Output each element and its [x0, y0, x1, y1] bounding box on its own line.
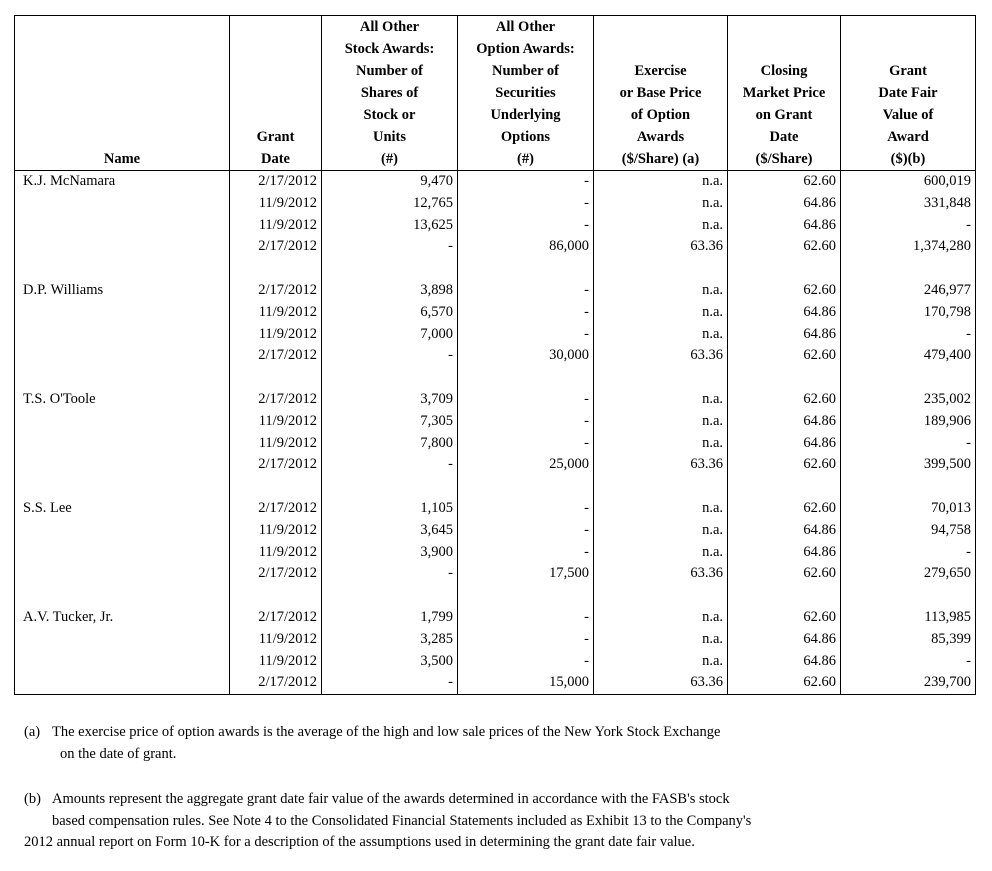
header-exercise-price: [594, 16, 728, 171]
header-line: Market Price: [742, 85, 826, 101]
table-row: [15, 672, 976, 694]
header-line: (#): [381, 151, 398, 167]
cell-exercise-price: n.a.: [594, 193, 728, 215]
grants-table: [14, 15, 976, 695]
cell-option-awards: 15,000: [458, 672, 594, 694]
cell-fair-value: 235,002: [841, 389, 976, 411]
header-line: Options: [500, 129, 551, 145]
spacer-cell: [841, 585, 976, 607]
cell-closing-price: 62.60: [728, 563, 841, 585]
cell-closing-price: 62.60: [728, 454, 841, 476]
cell-exercise-price: n.a.: [594, 629, 728, 651]
cell-name: [15, 651, 230, 673]
cell-option-awards: -: [458, 389, 594, 411]
table-row: [15, 171, 976, 193]
cell-grant-date: 11/9/2012: [230, 651, 322, 673]
table-row: [15, 193, 976, 215]
cell-grant-date: 2/17/2012: [230, 607, 322, 629]
header-line: Closing: [760, 63, 808, 79]
table-row: [15, 498, 976, 520]
header-line: (#): [517, 151, 534, 167]
cell-closing-price: 64.86: [728, 520, 841, 542]
cell-exercise-price: 63.36: [594, 563, 728, 585]
cell-fair-value: 189,906: [841, 411, 976, 433]
header-line: All Other: [495, 19, 556, 35]
spacer-cell: [458, 367, 594, 389]
table-row: [15, 651, 976, 673]
cell-option-awards: -: [458, 651, 594, 673]
cell-option-awards: -: [458, 302, 594, 324]
cell-exercise-price: n.a.: [594, 542, 728, 564]
header-closing-price: [728, 16, 841, 171]
cell-closing-price: 64.86: [728, 324, 841, 346]
cell-option-awards: -: [458, 520, 594, 542]
table-row: [15, 389, 976, 411]
table-row: [15, 433, 976, 455]
header-line: ($)(b): [890, 151, 926, 167]
cell-grant-date: 11/9/2012: [230, 433, 322, 455]
cell-stock-awards: 7,000: [322, 324, 458, 346]
header-line: Grant: [256, 129, 295, 145]
cell-grant-date: 11/9/2012: [230, 629, 322, 651]
cell-closing-price: 62.60: [728, 280, 841, 302]
cell-name: [15, 302, 230, 324]
cell-name: T.S. O'Toole: [15, 389, 230, 411]
spacer-cell: [322, 258, 458, 280]
cell-grant-date: 11/9/2012: [230, 542, 322, 564]
footnote-a: [24, 722, 884, 765]
header-line: Value of: [882, 107, 934, 123]
header-row: [15, 16, 976, 171]
cell-option-awards: -: [458, 433, 594, 455]
cell-fair-value: 70,013: [841, 498, 976, 520]
spacer-cell: [841, 476, 976, 498]
header-fair-value: [841, 16, 976, 171]
spacer-cell: [15, 367, 230, 389]
cell-stock-awards: 7,800: [322, 433, 458, 455]
cell-fair-value: -: [841, 215, 976, 237]
header-line: Grant: [889, 63, 927, 79]
cell-closing-price: 64.86: [728, 215, 841, 237]
cell-stock-awards: 3,645: [322, 520, 458, 542]
footnote-a-line: on the date of grant.: [60, 745, 177, 762]
header-line: All Other: [359, 19, 420, 35]
spacer-row: [15, 585, 976, 607]
cell-exercise-price: n.a.: [594, 215, 728, 237]
spacer-cell: [841, 367, 976, 389]
header-line: Units: [372, 129, 407, 145]
header-line: Award: [887, 129, 929, 145]
cell-closing-price: 62.60: [728, 672, 841, 694]
cell-grant-date: 11/9/2012: [230, 324, 322, 346]
table-row: [15, 629, 976, 651]
cell-option-awards: -: [458, 324, 594, 346]
cell-closing-price: 62.60: [728, 607, 841, 629]
spacer-cell: [230, 476, 322, 498]
cell-grant-date: 2/17/2012: [230, 389, 322, 411]
cell-exercise-price: n.a.: [594, 302, 728, 324]
header-line: Date Fair: [878, 85, 938, 101]
footnote-b-line: 2012 annual report on Form 10-K for a description of the assumptions used in determining the grant date fair value.: [24, 834, 695, 850]
cell-exercise-price: n.a.: [594, 171, 728, 193]
footnote-a-marker: (a): [24, 724, 41, 740]
header-line: Date: [769, 129, 799, 145]
table-row: [15, 280, 976, 302]
cell-closing-price: 62.60: [728, 236, 841, 258]
header-name: [15, 16, 230, 171]
header-line: or Base Price: [619, 85, 702, 101]
cell-option-awards: -: [458, 193, 594, 215]
footnote-b-line: Amounts represent the aggregate grant date fair value of the awards determined in accordance with the FASB's stock: [52, 791, 730, 807]
spacer-cell: [728, 476, 841, 498]
cell-exercise-price: n.a.: [594, 520, 728, 542]
cell-closing-price: 64.86: [728, 193, 841, 215]
cell-grant-date: 2/17/2012: [230, 563, 322, 585]
cell-stock-awards: -: [322, 236, 458, 258]
cell-option-awards: -: [458, 542, 594, 564]
header-line: Stock or: [363, 107, 416, 123]
table-row: [15, 542, 976, 564]
footnote-b: [24, 789, 884, 854]
cell-fair-value: -: [841, 324, 976, 346]
cell-stock-awards: -: [322, 672, 458, 694]
spacer-cell: [322, 585, 458, 607]
cell-grant-date: 2/17/2012: [230, 345, 322, 367]
header-line: Option Awards:: [476, 41, 575, 57]
cell-fair-value: 85,399: [841, 629, 976, 651]
cell-closing-price: 64.86: [728, 302, 841, 324]
cell-stock-awards: 9,470: [322, 171, 458, 193]
cell-fair-value: -: [841, 542, 976, 564]
cell-closing-price: 62.60: [728, 498, 841, 520]
cell-name: [15, 672, 230, 694]
header-line: Shares of: [360, 85, 419, 101]
header-line: Number of: [356, 63, 423, 79]
cell-name: [15, 411, 230, 433]
spacer-cell: [322, 367, 458, 389]
cell-stock-awards: 1,799: [322, 607, 458, 629]
cell-name: [15, 542, 230, 564]
cell-name: [15, 433, 230, 455]
cell-name: K.J. McNamara: [15, 171, 230, 193]
spacer-cell: [594, 367, 728, 389]
spacer-cell: [594, 585, 728, 607]
cell-fair-value: -: [841, 433, 976, 455]
cell-name: [15, 629, 230, 651]
header-line: Stock Awards:: [344, 41, 435, 57]
cell-name: [15, 193, 230, 215]
cell-fair-value: 246,977: [841, 280, 976, 302]
cell-fair-value: -: [841, 651, 976, 673]
spacer-cell: [322, 476, 458, 498]
header-line: on Grant: [755, 107, 813, 123]
cell-fair-value: 600,019: [841, 171, 976, 193]
spacer-cell: [230, 258, 322, 280]
spacer-cell: [458, 585, 594, 607]
cell-stock-awards: 6,570: [322, 302, 458, 324]
header-line: Underlying: [490, 107, 561, 123]
cell-option-awards: 30,000: [458, 345, 594, 367]
spacer-cell: [230, 367, 322, 389]
cell-exercise-price: n.a.: [594, 433, 728, 455]
cell-grant-date: 2/17/2012: [230, 672, 322, 694]
cell-fair-value: 113,985: [841, 607, 976, 629]
table-row: [15, 345, 976, 367]
cell-option-awards: -: [458, 215, 594, 237]
cell-stock-awards: 12,765: [322, 193, 458, 215]
header-line: of Option: [630, 107, 691, 123]
spacer-row: [15, 476, 976, 498]
cell-fair-value: 399,500: [841, 454, 976, 476]
spacer-cell: [15, 476, 230, 498]
cell-name: [15, 236, 230, 258]
table-row: [15, 607, 976, 629]
spacer-row: [15, 258, 976, 280]
cell-closing-price: 62.60: [728, 345, 841, 367]
header-line: Exercise: [634, 63, 687, 79]
table-row: [15, 324, 976, 346]
header-stock-awards: [322, 16, 458, 171]
cell-stock-awards: 3,900: [322, 542, 458, 564]
cell-name: [15, 324, 230, 346]
cell-option-awards: -: [458, 629, 594, 651]
cell-option-awards: 17,500: [458, 563, 594, 585]
cell-stock-awards: -: [322, 454, 458, 476]
spacer-cell: [458, 258, 594, 280]
cell-stock-awards: -: [322, 563, 458, 585]
cell-exercise-price: 63.36: [594, 236, 728, 258]
spacer-cell: [841, 258, 976, 280]
cell-closing-price: 64.86: [728, 542, 841, 564]
header-line: Name: [103, 151, 141, 167]
cell-name: [15, 563, 230, 585]
cell-stock-awards: 13,625: [322, 215, 458, 237]
spacer-cell: [458, 476, 594, 498]
cell-fair-value: 279,650: [841, 563, 976, 585]
cell-name: [15, 520, 230, 542]
spacer-cell: [15, 585, 230, 607]
spacer-row: [15, 367, 976, 389]
cell-grant-date: 11/9/2012: [230, 411, 322, 433]
cell-stock-awards: 1,105: [322, 498, 458, 520]
cell-exercise-price: n.a.: [594, 411, 728, 433]
cell-fair-value: 1,374,280: [841, 236, 976, 258]
cell-closing-price: 62.60: [728, 389, 841, 411]
footnote-a-line: The exercise price of option awards is the average of the high and low sale prices of the New York Stock Exchange: [52, 724, 721, 740]
cell-name: D.P. Williams: [15, 280, 230, 302]
cell-exercise-price: 63.36: [594, 345, 728, 367]
cell-closing-price: 62.60: [728, 171, 841, 193]
cell-grant-date: 11/9/2012: [230, 193, 322, 215]
cell-fair-value: 94,758: [841, 520, 976, 542]
cell-option-awards: -: [458, 498, 594, 520]
cell-stock-awards: 3,500: [322, 651, 458, 673]
cell-stock-awards: 3,285: [322, 629, 458, 651]
cell-grant-date: 2/17/2012: [230, 498, 322, 520]
table-row: [15, 563, 976, 585]
cell-stock-awards: 3,709: [322, 389, 458, 411]
spacer-cell: [728, 585, 841, 607]
cell-name: [15, 345, 230, 367]
cell-grant-date: 11/9/2012: [230, 302, 322, 324]
cell-option-awards: -: [458, 607, 594, 629]
header-line: Securities: [495, 85, 556, 101]
table-row: [15, 302, 976, 324]
cell-closing-price: 64.86: [728, 433, 841, 455]
header-grant-date: [230, 16, 322, 171]
cell-exercise-price: n.a.: [594, 389, 728, 411]
cell-option-awards: -: [458, 171, 594, 193]
table-row: [15, 411, 976, 433]
table-row: [15, 215, 976, 237]
cell-stock-awards: 7,305: [322, 411, 458, 433]
cell-name: S.S. Lee: [15, 498, 230, 520]
cell-exercise-price: 63.36: [594, 672, 728, 694]
cell-name: A.V. Tucker, Jr.: [15, 607, 230, 629]
header-line: ($/Share) (a): [621, 151, 700, 167]
cell-exercise-price: n.a.: [594, 280, 728, 302]
header-line: Date: [261, 151, 290, 167]
cell-closing-price: 64.86: [728, 651, 841, 673]
cell-exercise-price: n.a.: [594, 651, 728, 673]
cell-fair-value: 479,400: [841, 345, 976, 367]
cell-exercise-price: n.a.: [594, 498, 728, 520]
cell-stock-awards: -: [322, 345, 458, 367]
header-option-awards: [458, 16, 594, 171]
cell-fair-value: 331,848: [841, 193, 976, 215]
cell-exercise-price: 63.36: [594, 454, 728, 476]
cell-exercise-price: n.a.: [594, 324, 728, 346]
cell-grant-date: 2/17/2012: [230, 280, 322, 302]
cell-name: [15, 215, 230, 237]
cell-exercise-price: n.a.: [594, 607, 728, 629]
cell-grant-date: 2/17/2012: [230, 454, 322, 476]
table-row: [15, 520, 976, 542]
cell-option-awards: 86,000: [458, 236, 594, 258]
spacer-cell: [15, 258, 230, 280]
cell-closing-price: 64.86: [728, 411, 841, 433]
spacer-cell: [728, 258, 841, 280]
header-line: Number of: [492, 63, 559, 79]
spacer-cell: [594, 476, 728, 498]
table-row: [15, 454, 976, 476]
footnote-b-marker: (b): [24, 791, 41, 807]
header-line: Awards: [636, 129, 685, 145]
cell-option-awards: -: [458, 411, 594, 433]
cell-fair-value: 239,700: [841, 672, 976, 694]
cell-closing-price: 64.86: [728, 629, 841, 651]
cell-grant-date: 11/9/2012: [230, 215, 322, 237]
cell-option-awards: -: [458, 280, 594, 302]
cell-name: [15, 454, 230, 476]
cell-grant-date: 2/17/2012: [230, 236, 322, 258]
cell-stock-awards: 3,898: [322, 280, 458, 302]
footnote-b-line: based compensation rules. See Note 4 to the Consolidated Financial Statements included as Exhibit 13 to the Company's: [52, 812, 752, 829]
spacer-cell: [230, 585, 322, 607]
table-row: [15, 236, 976, 258]
spacer-cell: [728, 367, 841, 389]
cell-option-awards: 25,000: [458, 454, 594, 476]
spacer-cell: [594, 258, 728, 280]
cell-fair-value: 170,798: [841, 302, 976, 324]
header-line: ($/Share): [755, 151, 813, 167]
cell-grant-date: 11/9/2012: [230, 520, 322, 542]
cell-grant-date: 2/17/2012: [230, 171, 322, 193]
